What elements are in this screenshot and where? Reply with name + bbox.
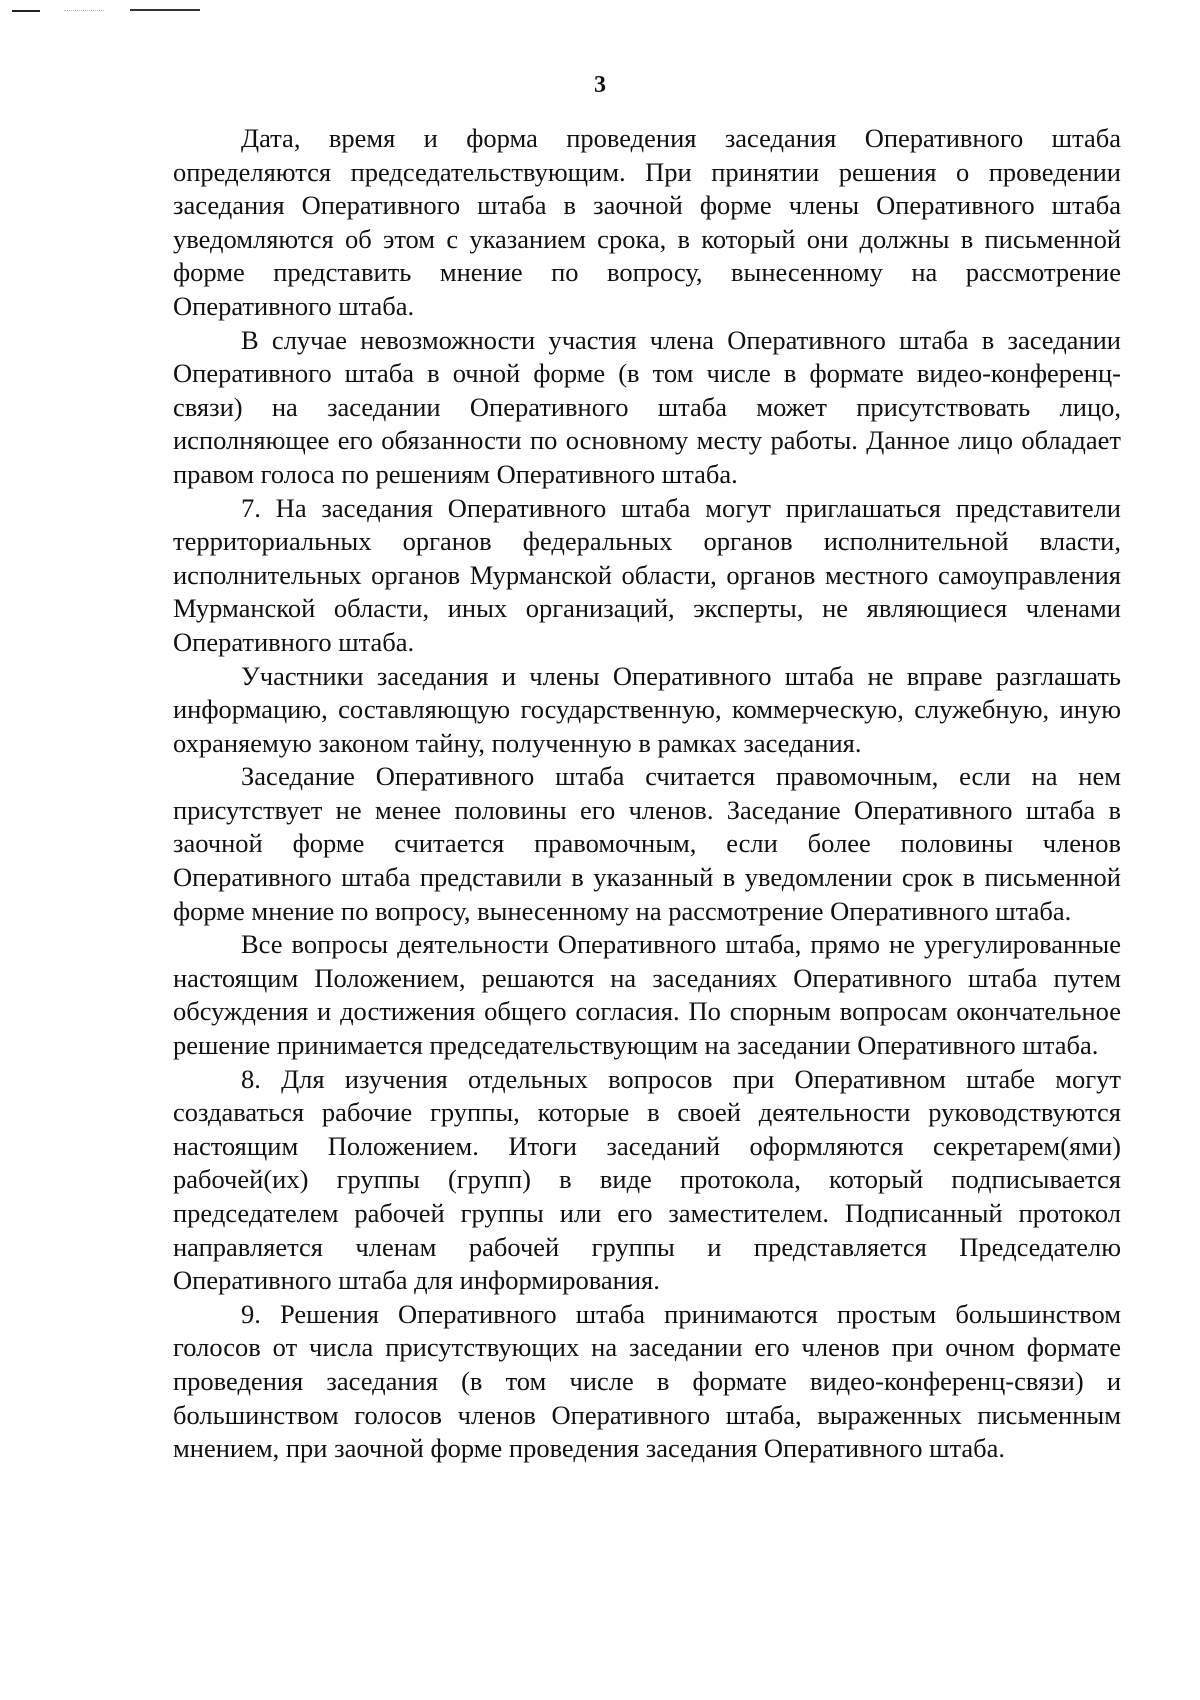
scan-artifact-line xyxy=(130,9,200,11)
paragraph: Дата, время и форма проведения заседания Оперативного штаба определяются председательствующим. При принятии решения о проведении заседания Оперативного штаба в заочной форме члены Оперативного штаба уведомляются об этом с указанием срока, в который они должны в письменной форме представить мнение по вопросу, вынесенному на рассмотрение Оперативного штаба. xyxy=(173,123,1121,321)
paragraph: В случае невозможности участия члена Оперативного штаба в заседании Оперативного штаба в очной форме (в том числе в формате видео-конференц-связи) на заседании Оперативного штаба может присутствовать лицо, исполняющее его обязанности по основному месту работы. Данное лицо обладает правом голоса по решениям Оперативного штаба. xyxy=(173,324,1121,489)
page-number: 3 xyxy=(594,72,606,98)
paragraph: Участники заседания и члены Оперативного штаба не вправе разглашать информацию, составляющую государственную, коммерческую, служебную, иную охраняемую законом тайну, полученную в рамках заседания. xyxy=(173,660,1121,758)
document-body xyxy=(173,122,1121,1466)
paragraph-item-9: 9. Решения Оперативного штаба принимаются простым большинством голосов от числа присутствующих на заседании его членов при очном формате проведения заседания (в том числе в формате видео-конференц-связи) и большинством голосов членов Оперативного штаба, выраженных письменным мнением, при заочной форме проведения заседания Оперативного штаба. xyxy=(173,1298,1121,1464)
paragraph: Все вопросы деятельности Оперативного штаба, прямо не урегулированные настоящим Положением, решаются на заседаниях Оперативного штаба путем обсуждения и достижения общего согласия. По спорным вопросам окончательное решение принимается председательствующим на заседании Оперативного штаба. xyxy=(173,929,1121,1061)
paragraph-item-7: 7. На заседания Оперативного штаба могут приглашаться представители территориальных органов федеральных органов исполнительной власти, исполнительных органов Мурманской области, органов местного самоуправления Мурманской области, иных организаций, эксперты, не являющиеся членами Оперативного штаба. xyxy=(173,492,1121,657)
scan-artifact-dots xyxy=(64,10,104,12)
paragraph-item-8: 8. Для изучения отдельных вопросов при Оперативном штабе могут создаваться рабочие группы, которые в своей деятельности руководствуются настоящим Положением. Итоги заседаний оформляются секретарем(ями) рабочей(их) группы (групп) в виде протокола, который подписывается председателем рабочей группы или его заместителем. Подписанный протокол направляется членам рабочей группы и представляется Председателю Оперативного штаба для информирования. xyxy=(173,1063,1121,1296)
paragraph: Заседание Оперативного штаба считается правомочным, если на нем присутствует не менее половины его членов. Заседание Оперативного штаба в заочной форме считается правомочным, если более половины членов Оперативного штаба представили в указанный в уведомлении срок в письменной форме мнение по вопросу, вынесенному на рассмотрение Оперативного штаба. xyxy=(173,761,1121,926)
scan-artifact-line xyxy=(12,10,40,12)
